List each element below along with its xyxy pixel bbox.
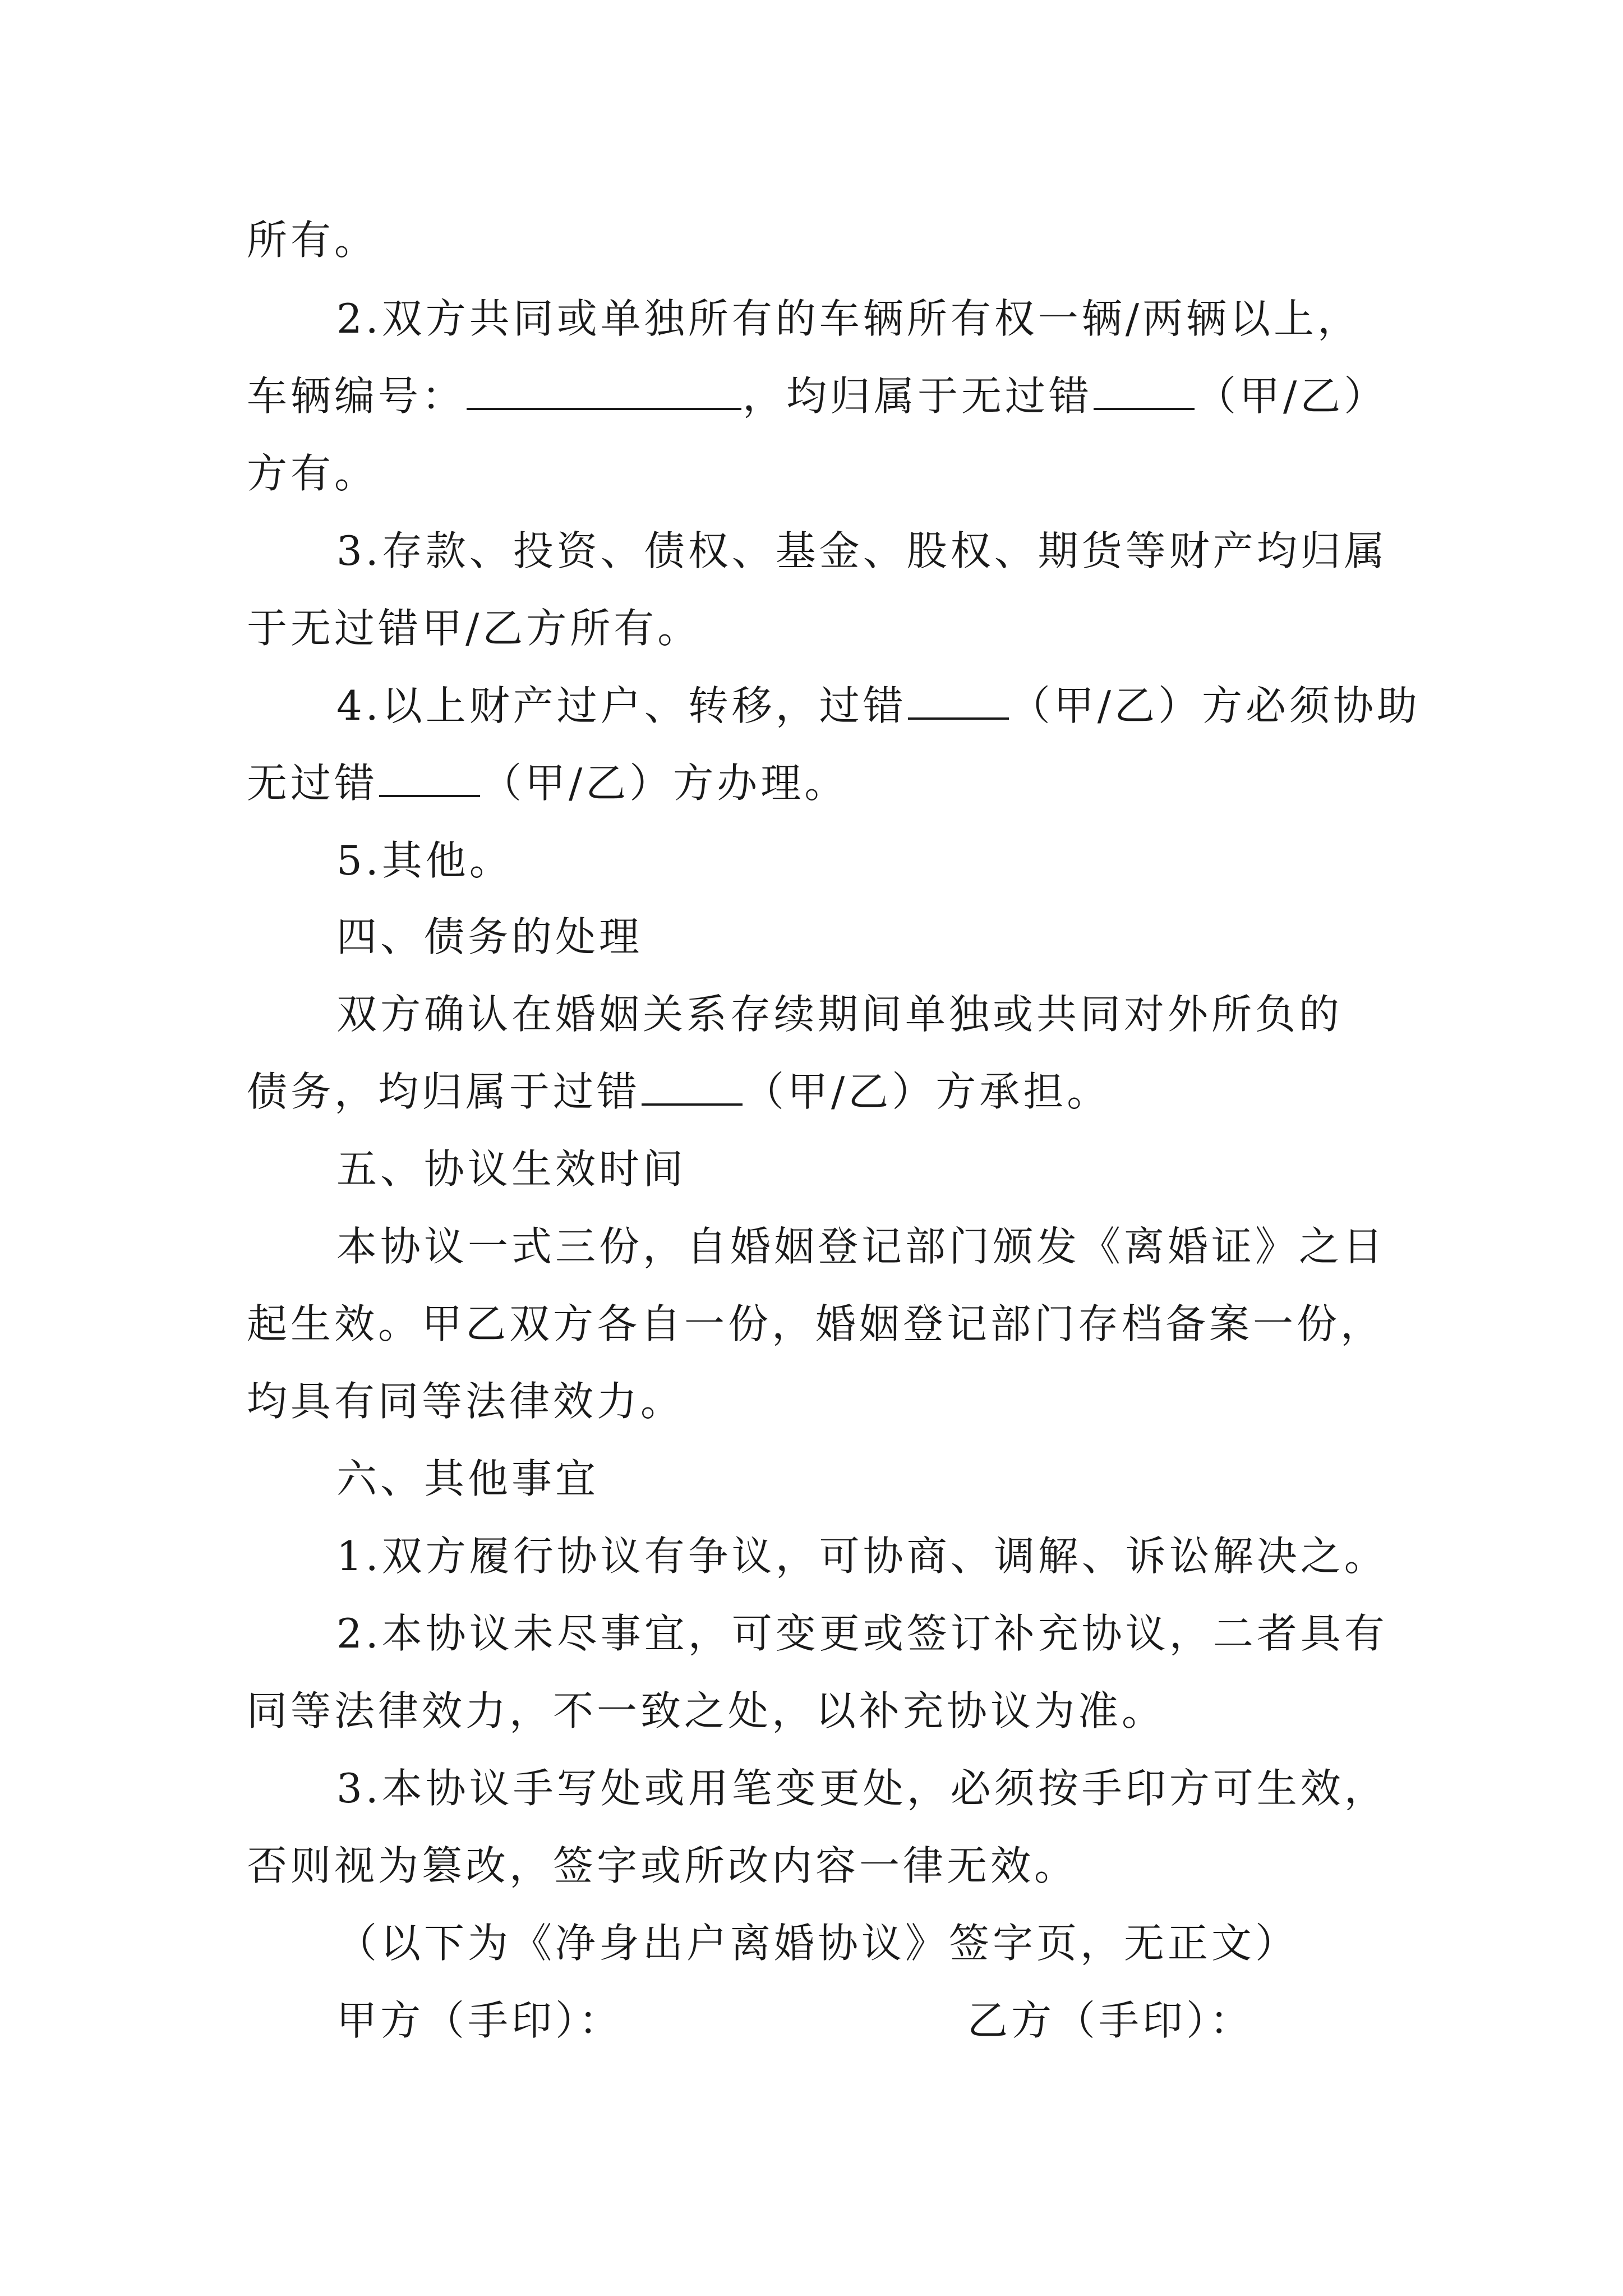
text-span: 本协议一式三份，自婚姻登记部门颁发《离婚证》之日 <box>336 1223 1387 1270</box>
text-span: （甲/乙）方办理。 <box>481 760 849 807</box>
text-span: 否则视为篡改，签字或所改内容一律无效。 <box>247 1842 1078 1889</box>
section-heading <box>336 1135 686 1203</box>
paragraph-line <box>247 1368 684 1435</box>
text-span: 债务，均归属于过错 <box>247 1068 641 1115</box>
vehicle-number-blank <box>467 364 741 410</box>
paragraph-line <box>247 1290 1384 1358</box>
text-span: 1.双方履行协议有争议，可协商、调解、诉讼解决之。 <box>336 1533 1388 1580</box>
text-span: 所有。 <box>247 217 379 264</box>
text-span: 均具有同等法律效力。 <box>247 1378 685 1425</box>
paragraph-line <box>247 595 701 662</box>
party-blank <box>1094 364 1195 410</box>
signature-page-note <box>336 1910 1299 1977</box>
text-span: 4.以上财产过户、转移，过错 <box>336 682 907 729</box>
text-span: ，均归属于无过错 <box>743 372 1093 420</box>
paragraph-line <box>247 440 378 507</box>
text-span: 3.本协议手写处或用笔变更处，必须按手印方可生效， <box>336 1765 1388 1812</box>
paragraph-line <box>336 1755 1388 1822</box>
paragraph-line <box>247 1832 1078 1899</box>
paragraph-line <box>336 517 1388 585</box>
text-span: 五、协议生效时间 <box>336 1145 687 1193</box>
signature-label-b: 乙方（手印）： <box>967 1997 1254 2044</box>
party-blank <box>379 751 480 797</box>
text-span: （甲/乙） <box>1196 372 1388 420</box>
text-span: 2.双方共同或单独所有的车辆所有权一辆/两辆以上， <box>336 295 1361 342</box>
paragraph-line <box>336 285 1361 352</box>
party-blank <box>908 674 1009 720</box>
section-heading <box>336 1445 599 1512</box>
text-span: 四、债务的处理 <box>336 913 643 960</box>
paragraph-line <box>247 749 848 817</box>
text-span: 5.其他。 <box>336 837 513 884</box>
paragraph-line <box>247 206 378 274</box>
text-span: 无过错 <box>247 760 379 807</box>
text-span: 于无过错甲/乙方所有。 <box>247 605 702 652</box>
paragraph-line <box>336 1522 1388 1590</box>
paragraph-line <box>336 827 513 894</box>
text-span: （甲/乙）方承担。 <box>744 1068 1111 1115</box>
text-span: （甲/乙）方必须协助 <box>1009 682 1421 729</box>
paragraph-line <box>336 1600 1388 1667</box>
text-span: （以下为《净身出户离婚协议》签字页，无正文） <box>336 1920 1299 1967</box>
text-span: 3.存款、投资、债权、基金、股权、期货等财产均归属 <box>336 527 1388 574</box>
signature-party-b <box>967 1987 1253 2054</box>
text-span: 同等法律效力，不一致之处，以补充协议为准。 <box>247 1687 1166 1734</box>
text-span: 2.本协议未尽事宜，可变更或签订补充协议，二者具有 <box>336 1610 1388 1657</box>
paragraph-line <box>336 1213 1386 1280</box>
paragraph-line <box>247 1058 1110 1125</box>
party-blank <box>642 1060 743 1106</box>
section-heading <box>336 903 643 970</box>
text-span: 车辆编号： <box>247 372 466 420</box>
paragraph-line <box>336 672 1421 739</box>
text-span: 双方确认在婚姻关系存续期间单独或共同对外所负的 <box>336 991 1343 1038</box>
text-span: 起生效。甲乙双方各自一份，婚姻登记部门存档备案一份， <box>247 1300 1385 1347</box>
signature-label-a: 甲方（手印）： <box>336 1997 623 2044</box>
paragraph-line <box>247 1677 1165 1745</box>
paragraph-line <box>247 362 1387 430</box>
text-span: 六、其他事宜 <box>336 1455 600 1502</box>
signature-party-a <box>336 1987 623 2054</box>
paragraph-line <box>336 981 1343 1048</box>
text-span: 方有。 <box>247 450 379 497</box>
